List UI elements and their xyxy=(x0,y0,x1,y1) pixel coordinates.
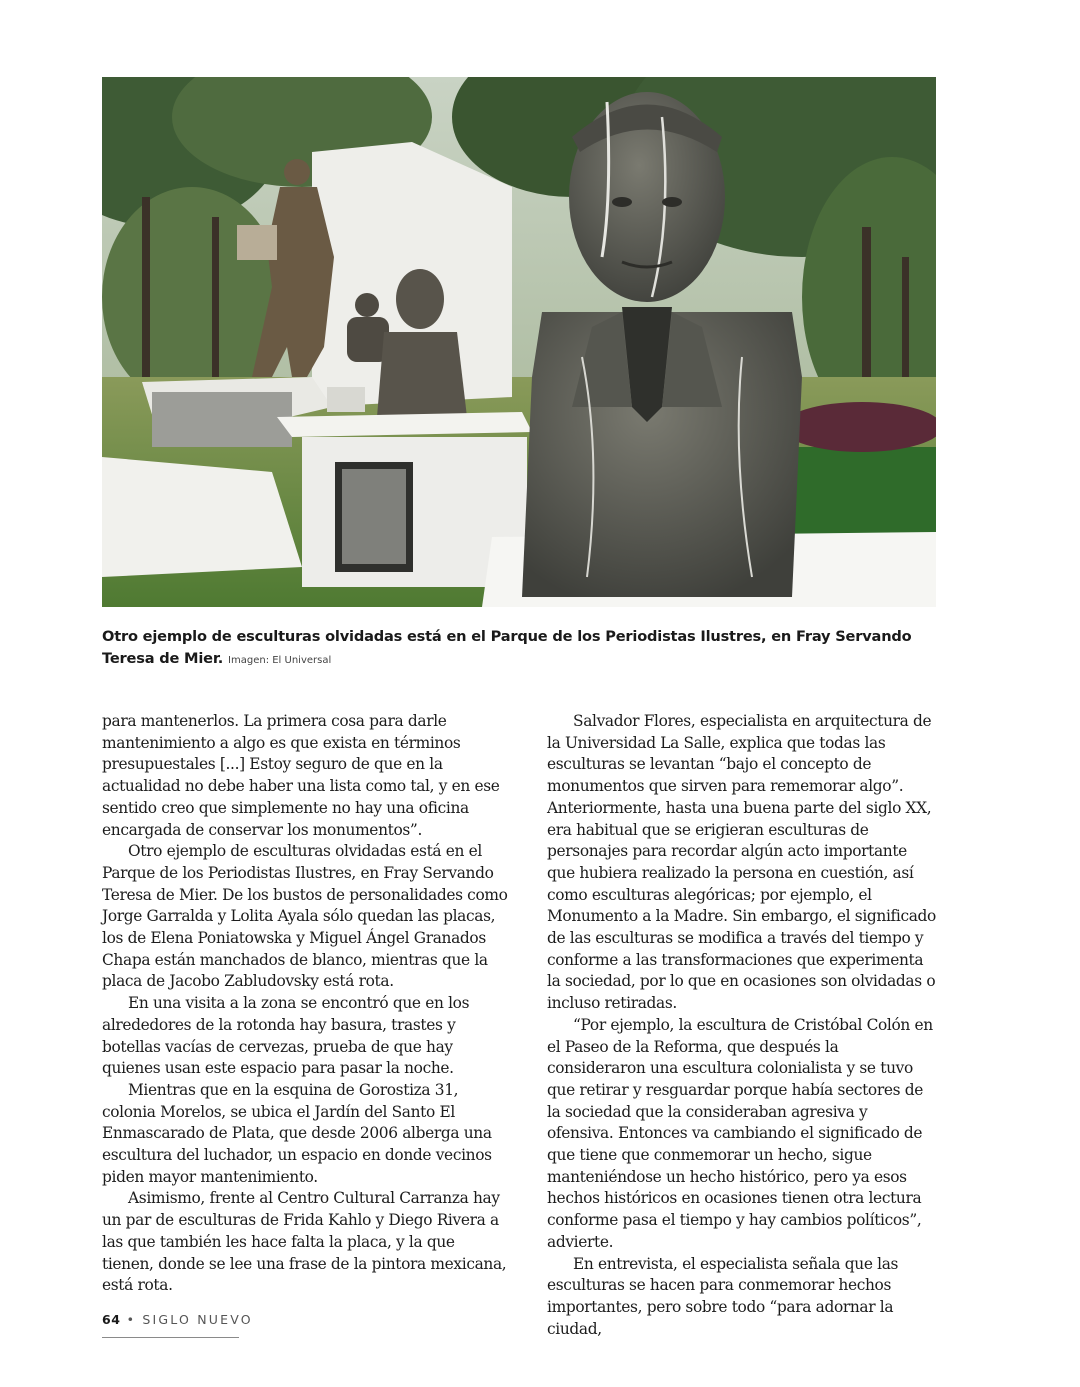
paragraph: Salvador Flores, especialista en arquitectura de la Universidad La Salle, explica que todas las esculturas se levantan “bajo el concepto de monumentos que sirven para rememorar algo”. Anteriormente, hasta una buena parte del siglo XX, era habitual que se erigieran esculturas de personajes para recordar algún acto importante que hubiera realizado la persona en cuestión, así como esculturas alegóricas; por ejemplo, el Monumento a la Madre. Sin embargo, el significado de las esculturas se modifica a través del tiempo y conforme a las transformaciones que experimenta la sociedad, por lo que en ocasiones son olvidadas o incluso retiradas. xyxy=(547,712,936,1013)
publication-name: SIGLO NUEVO xyxy=(142,1312,253,1327)
folio-divider xyxy=(102,1337,239,1338)
article-column-left xyxy=(102,711,508,1297)
paragraph: para mantenerlos. La primera cosa para darle mantenimiento a algo es que exista en términos presupuestales [...] Estoy seguro de que en la actualidad no debe haber una lista como tal, y en ese sentido creo que simplemente no hay una oficina encargada de conservar los monumentos”. xyxy=(102,712,500,839)
page-number: 64 xyxy=(102,1312,121,1327)
sculpture-photo-illustration xyxy=(102,77,936,607)
paragraph: En una visita a la zona se encontró que en los alrededores de la rotonda hay basura, trastes y botellas vacías de cervezas, prueba de que hay quienes usan este espacio para pasar la noche. xyxy=(102,994,470,1078)
photo-caption xyxy=(102,626,936,672)
paragraph: Otro ejemplo de esculturas olvidadas está en el Parque de los Periodistas Ilustres, en Fray Servando Teresa de Mier. De los bustos de personalidades como Jorge Garralda y Lolita Ayala sólo quedan las placas, los de Elena Poniatowska y Miguel Ángel Granados Chapa están manchados de blanco, mientras que la placa de Jacobo Zabludovsky está rota. xyxy=(102,842,508,991)
folio-separator: • xyxy=(126,1312,137,1327)
paragraph: Asimismo, frente al Centro Cultural Carranza hay un par de esculturas de Frida Kahlo y Diego Rivera a las que también les hace falta la placa, y la que tienen, donde se lee una frase de la pintora mexicana, está rota. xyxy=(102,1189,507,1295)
paragraph: En entrevista, el especialista señala que las esculturas se hacen para conmemorar hechos importantes, pero sobre todo “para adornar la ciudad, xyxy=(547,1254,899,1338)
article-column-right xyxy=(547,711,937,1340)
caption-text: Otro ejemplo de esculturas olvidadas está en el Parque de los Periodistas Ilustres, en Fray Servando Teresa de Mier. xyxy=(102,628,912,667)
paragraph: “Por ejemplo, la escultura de Cristóbal Colón en el Paseo de la Reforma, que después la consideraron una escultura colonialista y se tuvo que retirar y resguardar porque había sectores de la sociedad que la consideraban agresiva y ofensiva. Entonces va cambiando el significado de que tiene que conmemorar un hecho, sigue manteniéndose un hecho histórico, pero ya esos hechos históricos en ocasiones tienen otra lectura conforme pasa el tiempo y hay cambios políticos”, advierte. xyxy=(547,1015,933,1251)
paragraph: Mientras que en la esquina de Gorostiza 31, colonia Morelos, se ubica el Jardín del Santo El Enmascarado de Plata, que desde 2006 alberga una escultura del luchador, un espacio en donde vecinos piden mayor mantenimiento. xyxy=(102,1080,492,1186)
article-photo xyxy=(102,77,936,607)
photo-credit: Imagen: El Universal xyxy=(228,655,332,666)
page-folio xyxy=(102,1312,253,1327)
